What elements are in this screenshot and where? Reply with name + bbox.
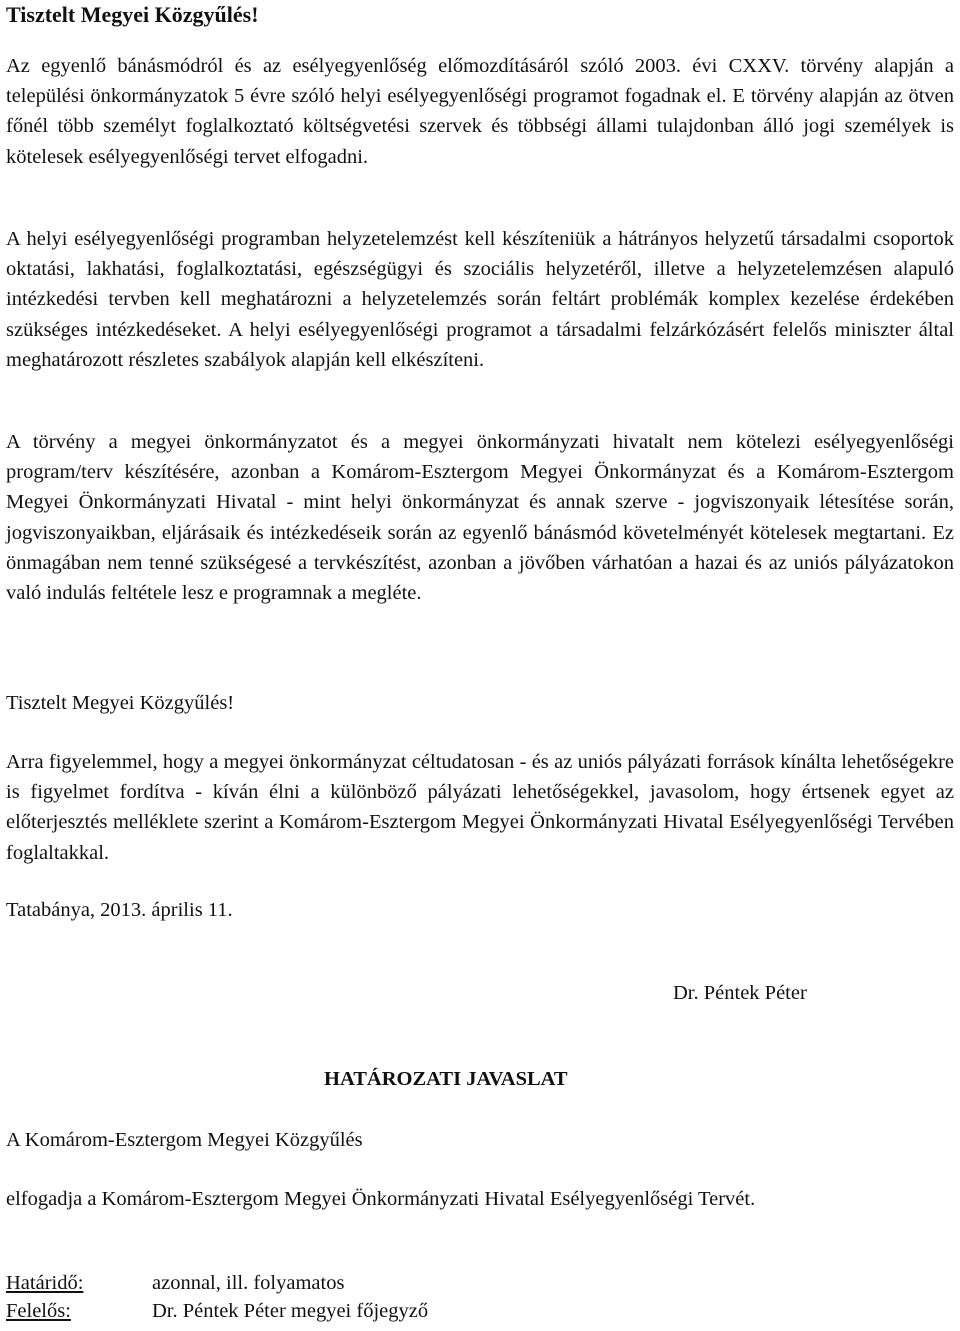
place-date: Tatabánya, 2013. április 11.: [6, 899, 233, 921]
paragraph-county-obligation: A törvény a megyei önkormányzatot és a megyei önkormányzati hivatalt nem kötelezi esélyegyenlőségi program/terv készítésére, azonban a Komárom-Esztergom Megyei Önkormányzat és a Komárom-Esztergom Megyei Önkormányzati Hivatal - mint helyi önkormányzat és annak szerve - jogviszonyaik létesítése során, jogviszonyaikban, eljárásaik és intézkedéseik során az egyenlő bánásmód követelményét kötelesek megtartani. Ez önmagában nem tenné szükségesé a tervkészítést, azonban a jövőben várhatóan a hazai és az uniós pályázatokon való indulás feltétele lesz e programnak a megléte.: [6, 431, 954, 605]
greeting-heading-second: Tisztelt Megyei Közgyűlés!: [6, 692, 235, 714]
paragraph-program-analysis: A helyi esélyegyenlőségi programban helyzetelemzést kell készíteniük a hátrányos helyzetű társadalmi csoportok oktatási, lakhatási, foglalkoztatási, egészségügyi és szociális helyzetéről, illetve a helyzetelemzésen alapuló intézkedési tervben kell meghatározni a helyzetelemzés során feltárt problémák komplex kezelése érdekében szükséges intézkedéseket. A helyi esélyegyenlőségi programot a társadalmi felzárkózásért felelős miniszter által meghatározott részletes szabályok alapján kell elkészíteni.: [6, 228, 954, 371]
paragraph-proposal: Arra figyelemmel, hogy a megyei önkormányzat céltudatosan - és az uniós pályázati források kínálta lehetőségekre is figyelmet fordítva - kíván élni a különböző pályázati lehetőségekkel, javasolom, hogy értsenek egyet az előterjesztés melléklete szerint a Komárom-Esztergom Megyei Önkormányzati Hivatal Esélyegyenlőségi Tervében foglaltakkal.: [6, 751, 954, 864]
deadline-value: azonnal, ill. folyamatos: [152, 1272, 345, 1294]
signatory-name: Dr. Péntek Péter: [673, 982, 807, 1004]
paragraph-law-intro: Az egyenlő bánásmódról és az esélyegyenlőség előmozdításáról szóló 2003. évi CXXV. törvény alapján a települési önkormányzatok 5 évre szóló helyi esélyegyenlőségi programot fogadnak el. E törvény alapján az ötven főnél több személyt foglalkoztató költségvetési szervek és többségi állami tulajdonban álló jogi személyek is kötelesek esélyegyenlőségi tervet elfogadni.: [6, 55, 954, 168]
resolution-subject: A Komárom-Esztergom Megyei Közgyűlés: [6, 1129, 363, 1151]
resolution-title: HATÁROZATI JAVASLAT: [324, 1068, 568, 1090]
responsible-value: Dr. Péntek Péter megyei főjegyző: [152, 1300, 429, 1322]
deadline-label: Határidő:: [6, 1272, 84, 1294]
responsible-label: Felelős:: [6, 1300, 71, 1322]
deadline-row: [6, 1272, 344, 1295]
resolution-text: elfogadja a Komárom-Esztergom Megyei Önkormányzati Hivatal Esélyegyenlőségi Tervét.: [6, 1188, 756, 1210]
greeting-heading: Tisztelt Megyei Közgyűlés!: [6, 2, 259, 27]
responsible-row: [6, 1300, 428, 1323]
